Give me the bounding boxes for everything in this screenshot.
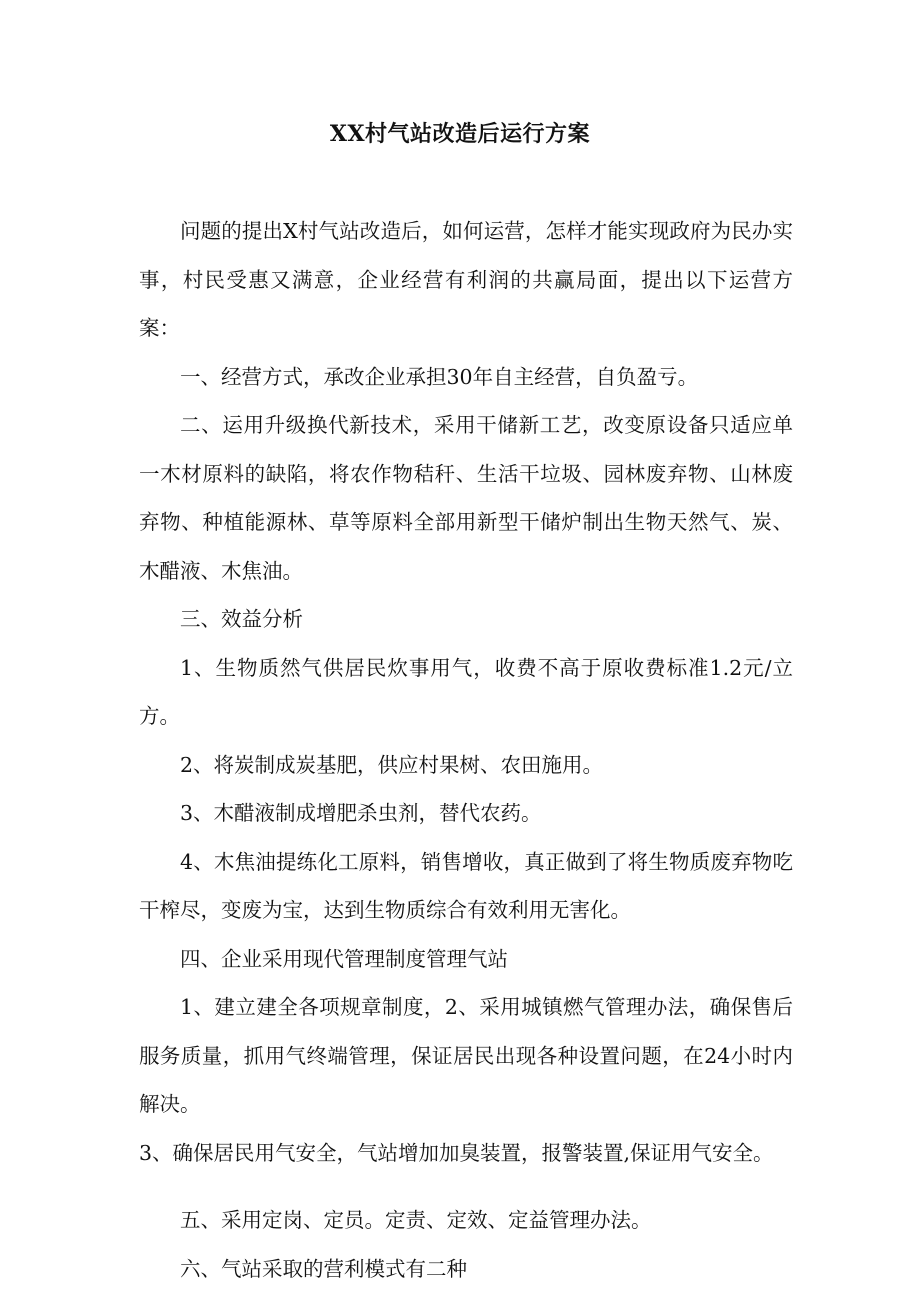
paragraph-section-1: 一、经营方式，承改企业承担30年自主经营，自负盈亏。 [180, 364, 699, 389]
paragraph-intro: 问题的提出X村气站改造后，如何运营，怎样才能实现政府为民办实事，村民受惠又满意，企业经营有利润的共赢局面，提出以下运营方案： [139, 219, 793, 340]
document-body [139, 207, 793, 1293]
paragraph-section-5: 五、采用定岗、定员。定责、定效、定益管理办法。 [180, 1208, 652, 1232]
paragraph-benefit-2: 2、将炭制成炭基肥，供应村果树、农田施用。 [180, 752, 604, 777]
paragraph-management-1-2: 1、建立建全各项规章制度，2、采用城镇燃气管理办法，确保售后服务质量，抓用气终端管理，保证居民出现各种设置问题，在24小时内解决。 [139, 995, 793, 1116]
paragraph-benefit-1: 1、生物质然气供居民炊事用气，收费不高于原收费标准1.2元/立方。 [139, 655, 793, 728]
paragraph-section-3-heading: 三、效益分析 [180, 607, 303, 631]
paragraph-benefit-3: 3、木醋液制成增肥杀虫剂，替代农药。 [180, 801, 542, 825]
paragraph-section-6: 六、气站采取的营利模式有二种 [180, 1256, 467, 1281]
paragraph-management-3: 3、确保居民用气安全，气站增加加臭装置，报警装置,保证用气安全。 [139, 1140, 774, 1165]
paragraph-benefit-4: 4、木焦油提练化工原料，销售增收，真正做到了将生物质废弃物吃干榨尽，变废为宝，达到生物质综合有效利用无害化。 [139, 849, 793, 922]
paragraph-section-2: 二、运用升级换代新技术，采用干储新工艺，改变原设备只适应单一木材原料的缺陷，将农作物秸秆、生活干垃圾、园林废弃物、山林废弃物、种植能源林、草等原料全部用新型干储炉制出生物天然气、炭、木醋液、木焦油。 [139, 413, 793, 583]
document-title: XX村气站改造后运行方案 [329, 121, 591, 147]
paragraph-section-4-heading: 四、企业采用现代管理制度管理气站 [180, 946, 508, 971]
